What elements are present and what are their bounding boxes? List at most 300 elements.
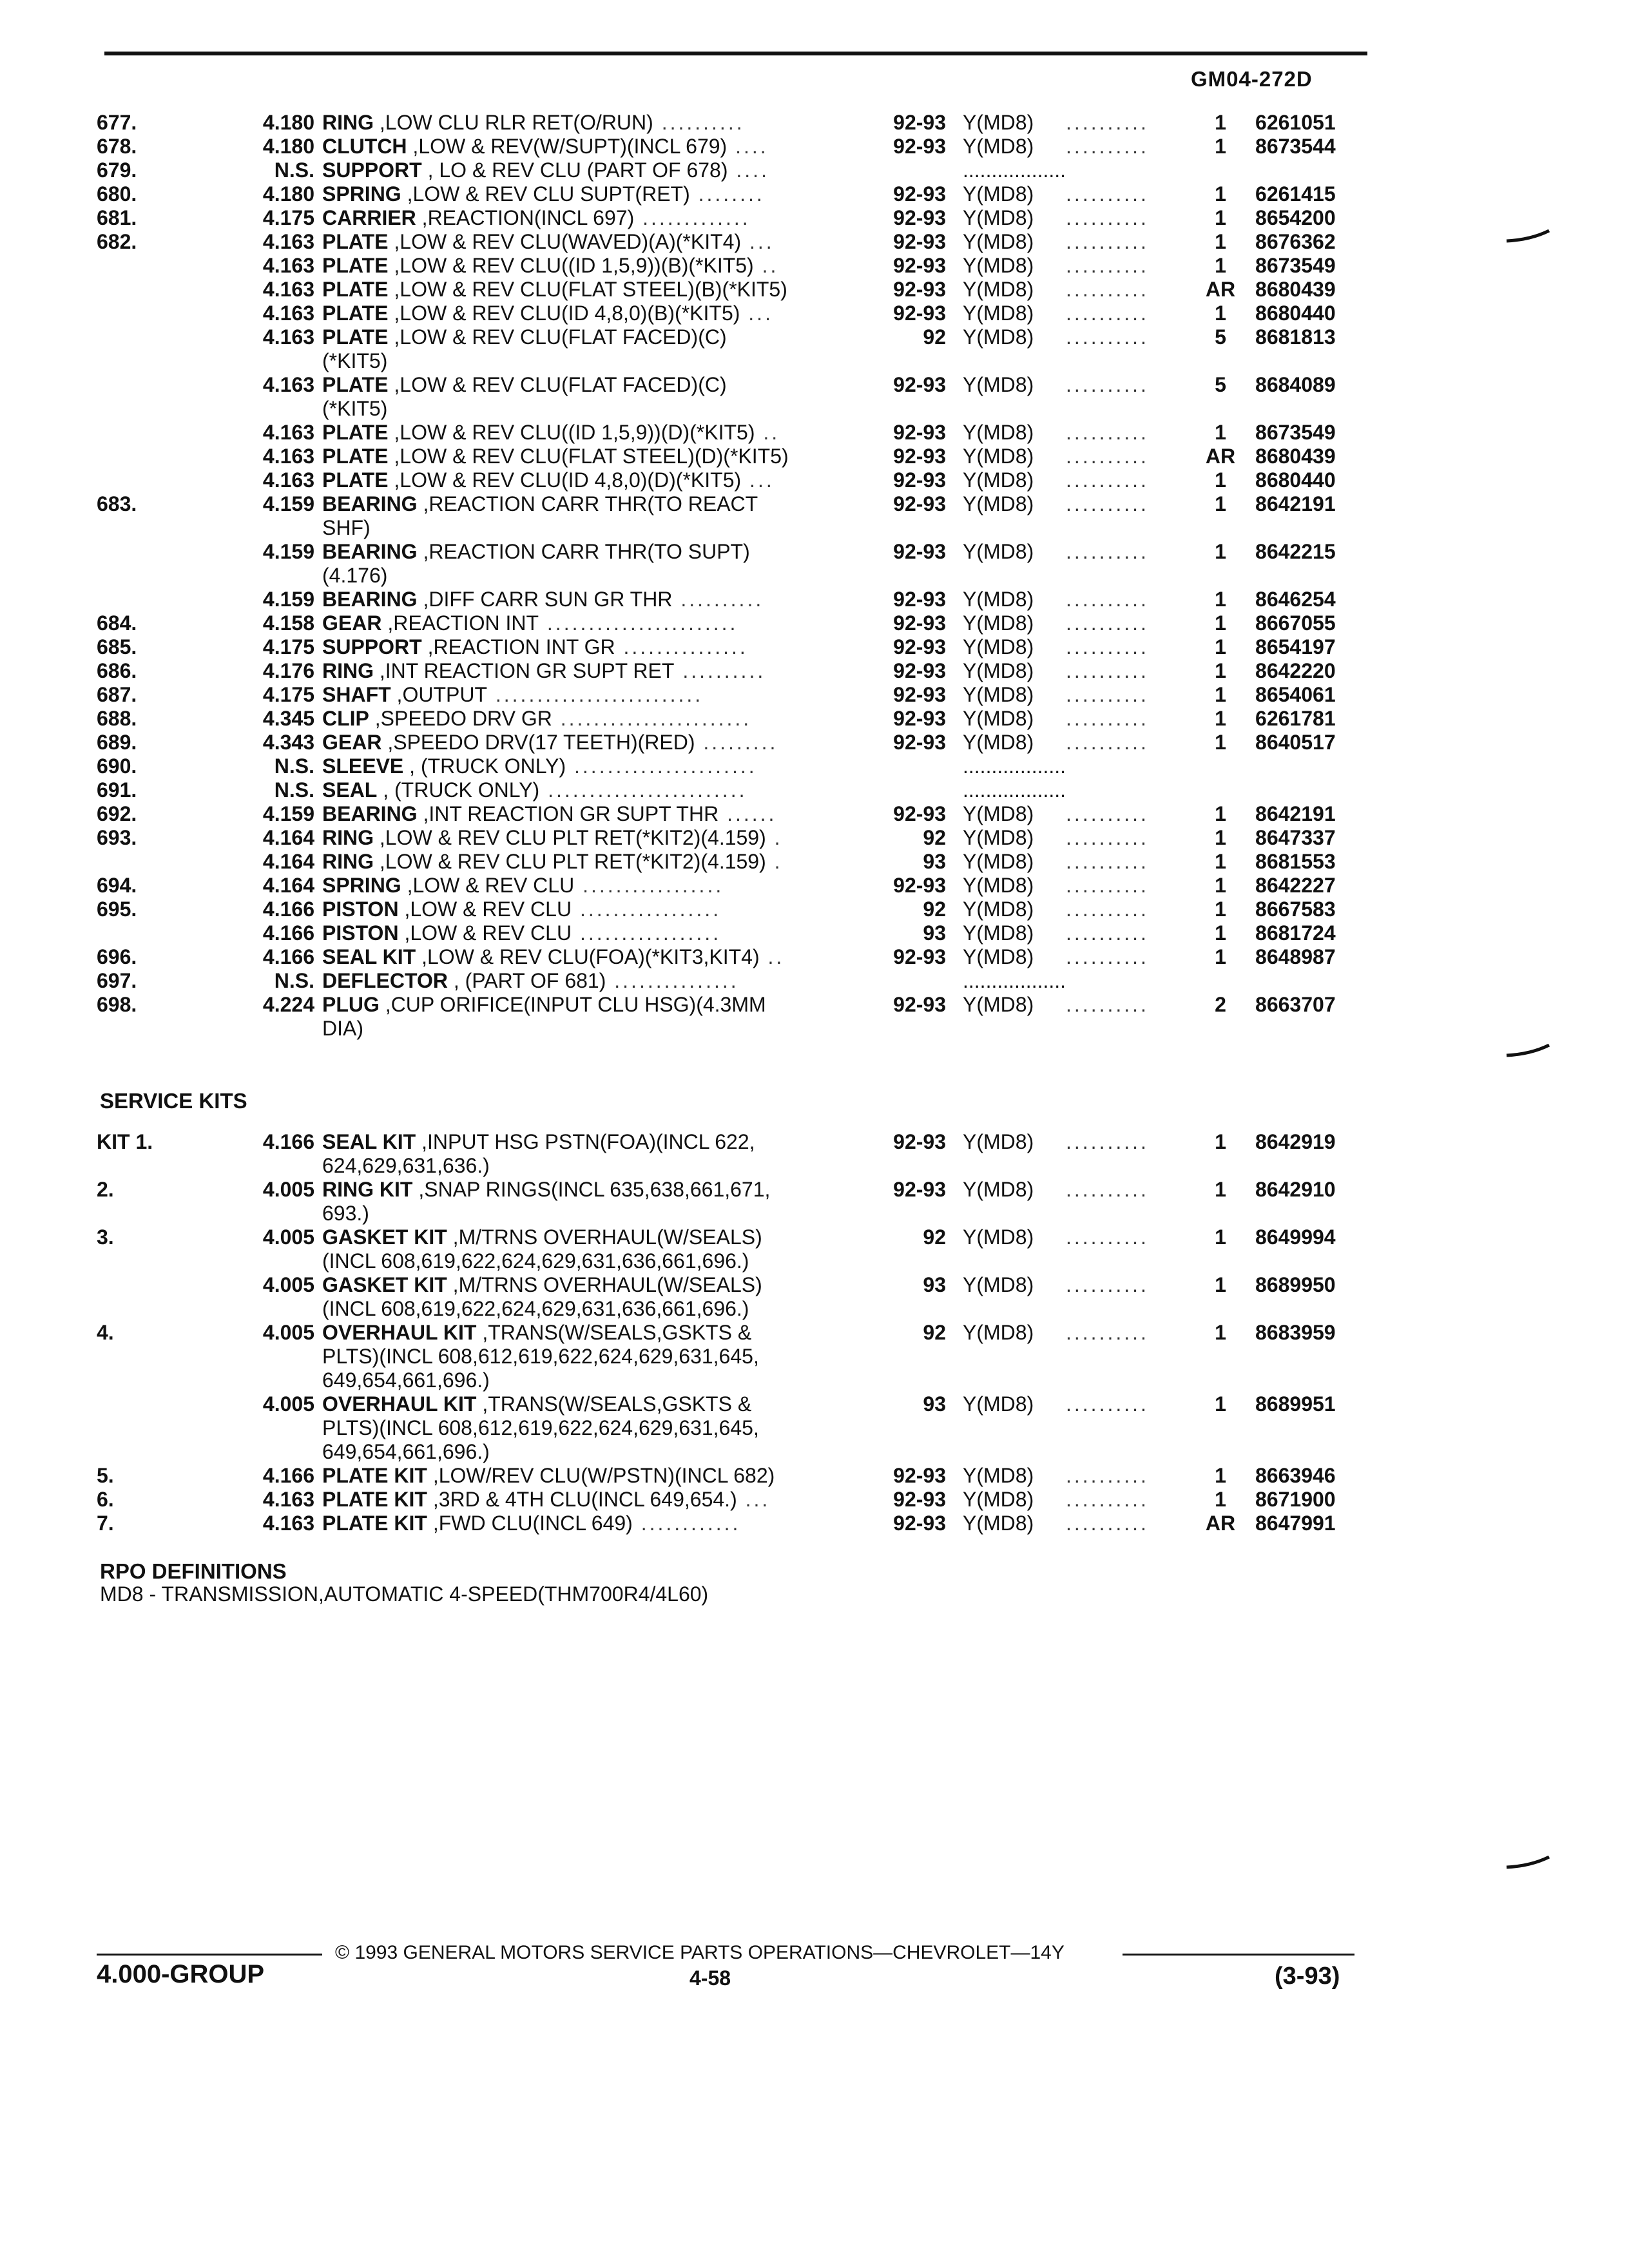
description-continuation: 624,629,631,636.) <box>322 1154 490 1177</box>
leader-dots <box>1066 159 1201 182</box>
description-text: ,DIFF CARR SUN GR THR <box>417 588 673 611</box>
table-row <box>97 683 1371 707</box>
leader-dots: ...... <box>718 802 777 825</box>
leader-dots: ........ <box>689 182 765 206</box>
leader-dots: .......... <box>1066 302 1149 325</box>
table-row <box>97 540 1371 588</box>
leader-dots: ........................ <box>539 778 747 802</box>
illustration-ref: 4.175 <box>262 206 314 229</box>
leader-dots: .......... <box>1066 850 1149 873</box>
quantity: 1 <box>1215 874 1226 897</box>
leader-dots: .......... <box>653 111 745 134</box>
model-code: Y(MD8) <box>963 111 1034 134</box>
item-number: 696. <box>97 945 137 968</box>
part-description <box>322 969 862 993</box>
quantity: 2 <box>1215 993 1226 1016</box>
leader-dots: .......... <box>1066 1225 1149 1249</box>
quantity: 1 <box>1215 850 1226 873</box>
description-text: ,TRANS(W/SEALS,GSKTS & <box>476 1392 752 1416</box>
model-code: Y(MD8) <box>963 802 1034 825</box>
part-name: OVERHAUL KIT <box>322 1392 477 1416</box>
description-text: ,REACTION(INCL 697) <box>416 206 635 229</box>
description-text: ,3RD & 4TH CLU(INCL 649,654.) <box>427 1488 737 1511</box>
illustration-ref: N.S. <box>274 754 314 778</box>
model-code: Y(MD8) <box>963 1178 1034 1201</box>
model-code: Y(MD8) <box>963 898 1034 921</box>
item-number: 695. <box>97 898 137 921</box>
quantity: 1 <box>1215 468 1226 492</box>
part-number: 8667055 <box>1255 611 1336 635</box>
description-text: ,OUTPUT <box>390 683 487 706</box>
description-text: ,SPEEDO DRV(17 TEETH)(RED) <box>381 731 695 754</box>
part-name: PLATE <box>322 421 389 444</box>
illustration-ref: 4.163 <box>262 278 314 301</box>
item-number <box>97 540 200 588</box>
quantity: 1 <box>1215 135 1226 158</box>
part-description <box>322 754 862 778</box>
part-number: 8671900 <box>1255 1488 1336 1511</box>
item-number: 691. <box>97 778 137 802</box>
model-code: Y(MD8) <box>963 683 1034 706</box>
leader-dots: . <box>766 826 783 849</box>
table-row <box>97 993 1371 1041</box>
table-row <box>97 898 1371 921</box>
table-row <box>97 802 1371 826</box>
part-number: 8683959 <box>1255 1321 1336 1344</box>
model-year: 92-93 <box>893 1512 946 1535</box>
table-row <box>97 1392 1371 1464</box>
model-code: Y(MD8) <box>963 1488 1034 1511</box>
leader-dots: .......... <box>1066 254 1149 277</box>
illustration-ref: 4.343 <box>262 731 314 754</box>
leader-dots: . <box>766 850 783 873</box>
model-year <box>862 969 960 993</box>
leader-dots: .......... <box>1066 373 1149 396</box>
footer-group-label: 4.000-GROUP <box>97 1960 265 1988</box>
model-code: .................. <box>963 159 1066 182</box>
model-year: 92 <box>923 898 946 921</box>
leader-dots: .......... <box>1066 492 1149 515</box>
quantity: 1 <box>1215 1225 1226 1249</box>
leader-dots: .. <box>759 945 785 968</box>
model-code: Y(MD8) <box>963 945 1034 968</box>
description-text: ,LOW & REV CLU(WAVED)(A)(*KIT4) <box>388 230 742 253</box>
leader-dots: .......... <box>1066 182 1149 206</box>
part-description <box>322 1225 862 1273</box>
quantity: 1 <box>1215 111 1226 134</box>
table-row <box>97 421 1371 445</box>
part-name: PLATE <box>322 230 389 253</box>
part-description <box>322 1392 862 1464</box>
part-number: 6261415 <box>1255 182 1336 206</box>
rpo-definitions-heading: RPO DEFINITIONS <box>100 1559 287 1583</box>
leader-dots: .......... <box>1066 683 1149 706</box>
leader-dots: .......... <box>1066 1321 1149 1344</box>
table-row <box>97 135 1371 159</box>
leader-dots: .......... <box>1066 206 1149 229</box>
description-text: , LO & REV CLU (PART OF 678) <box>421 159 728 182</box>
model-year: 93 <box>923 850 946 873</box>
leader-dots: .......... <box>1066 993 1149 1016</box>
part-description <box>322 445 862 468</box>
part-name: PLATE KIT <box>322 1488 427 1511</box>
leader-dots: .... <box>728 159 769 182</box>
model-year <box>862 159 960 182</box>
part-name: CLUTCH <box>322 135 407 158</box>
model-year: 93 <box>923 921 946 945</box>
part-number: 8680439 <box>1255 445 1336 468</box>
model-code: Y(MD8) <box>963 1392 1034 1416</box>
illustration-ref: 4.163 <box>262 254 314 277</box>
part-name: BEARING <box>322 588 418 611</box>
description-text: ,TRANS(W/SEALS,GSKTS & <box>476 1321 752 1344</box>
leader-dots: .......... <box>1066 1273 1149 1296</box>
illustration-ref: 4.159 <box>262 802 314 825</box>
table-row <box>97 588 1371 611</box>
model-code: Y(MD8) <box>963 1321 1034 1344</box>
top-rule <box>104 52 1367 55</box>
item-number: 690. <box>97 754 137 778</box>
illustration-ref: 4.163 <box>262 302 314 325</box>
model-year: 92-93 <box>893 445 946 468</box>
table-row <box>97 1130 1371 1178</box>
leader-dots: .......... <box>674 659 766 682</box>
part-name: BEARING <box>322 492 418 515</box>
leader-dots: .......... <box>1066 707 1149 730</box>
model-code: Y(MD8) <box>963 588 1034 611</box>
illustration-ref: 4.166 <box>262 921 314 945</box>
description-continuation: PLTS)(INCL 608,612,619,622,624,629,631,645, <box>322 1416 759 1439</box>
leader-dots: .......... <box>1066 1392 1149 1416</box>
part-description <box>322 135 862 159</box>
part-description <box>322 1321 862 1392</box>
item-number: 684. <box>97 611 137 635</box>
part-description <box>322 826 862 850</box>
quantity: 1 <box>1215 611 1226 635</box>
part-number: 6261051 <box>1255 111 1336 134</box>
leader-dots: ... <box>740 302 773 325</box>
leader-dots: .......... <box>1066 445 1149 468</box>
part-name: SPRING <box>322 182 401 206</box>
part-name: SHAFT <box>322 683 391 706</box>
part-number: 8681813 <box>1255 325 1336 349</box>
part-description <box>322 325 862 373</box>
item-number <box>97 921 200 945</box>
model-code: Y(MD8) <box>963 1464 1034 1487</box>
illustration-ref: N.S. <box>274 969 314 992</box>
part-description <box>322 588 862 611</box>
quantity <box>1201 969 1240 993</box>
description-text: ,LOW & REV CLU(FOA)(*KIT3,KIT4) <box>416 945 760 968</box>
quantity: 1 <box>1215 254 1226 277</box>
part-name: PISTON <box>322 898 399 921</box>
part-number: 8673549 <box>1255 421 1336 444</box>
part-name: SLEEVE <box>322 754 404 778</box>
part-name: SUPPORT <box>322 159 422 182</box>
leader-dots: .......... <box>1066 826 1149 849</box>
leader-dots: .......... <box>1066 588 1149 611</box>
part-description <box>322 993 862 1041</box>
leader-dots: ... <box>741 230 775 253</box>
quantity: 1 <box>1215 206 1226 229</box>
description-text: ,INT REACTION GR SUPT THR <box>417 802 719 825</box>
part-name: SEAL KIT <box>322 1130 416 1153</box>
leader-dots: ... <box>741 468 775 492</box>
table-row <box>97 302 1371 325</box>
table-row <box>97 611 1371 635</box>
item-number: 693. <box>97 826 137 849</box>
item-number <box>97 588 200 611</box>
model-code: Y(MD8) <box>963 325 1034 349</box>
part-description <box>322 707 862 731</box>
model-code: Y(MD8) <box>963 635 1034 658</box>
description-text: ,REACTION CARR THR(TO SUPT) <box>417 540 750 563</box>
illustration-ref: 4.163 <box>262 230 314 253</box>
model-code: Y(MD8) <box>963 540 1034 563</box>
model-year: 92-93 <box>893 540 946 563</box>
leader-dots: .......... <box>1066 468 1149 492</box>
part-number: 8663707 <box>1255 993 1336 1016</box>
quantity <box>1201 754 1240 778</box>
part-name: GEAR <box>322 731 382 754</box>
part-name: CLIP <box>322 707 369 730</box>
model-year: 92-93 <box>893 230 946 253</box>
leader-dots: .......... <box>1066 802 1149 825</box>
leader-dots: ......... <box>695 731 778 754</box>
item-number: 680. <box>97 182 137 206</box>
leader-dots: .......... <box>1066 1178 1149 1201</box>
model-code: Y(MD8) <box>963 611 1034 635</box>
table-row <box>97 1321 1371 1392</box>
illustration-ref: N.S. <box>274 778 314 802</box>
part-name: PLATE <box>322 445 389 468</box>
item-number: KIT 1. <box>97 1130 153 1153</box>
part-number: 8689951 <box>1255 1392 1336 1416</box>
leader-dots: .......... <box>1066 111 1149 134</box>
illustration-ref: 4.163 <box>262 468 314 492</box>
model-code: Y(MD8) <box>963 254 1034 277</box>
leader-dots: .... <box>727 135 769 158</box>
quantity: 1 <box>1215 659 1226 682</box>
part-number: 8647991 <box>1255 1512 1336 1535</box>
model-code: Y(MD8) <box>963 421 1034 444</box>
model-code: .................. <box>963 778 1066 802</box>
model-year: 92-93 <box>893 945 946 968</box>
model-year: 92 <box>923 1321 946 1344</box>
description-continuation: (INCL 608,619,622,624,629,631,636,661,696.) <box>322 1249 749 1273</box>
description-text: ,LOW & REV CLU PLT RET(*KIT2)(4.159) <box>374 826 766 849</box>
part-name: BEARING <box>322 540 418 563</box>
part-name: CARRIER <box>322 206 416 229</box>
leader-dots: .......... <box>1066 1488 1149 1511</box>
model-code: Y(MD8) <box>963 278 1034 301</box>
part-number: 8680440 <box>1255 468 1336 492</box>
table-row <box>97 1273 1371 1321</box>
item-number <box>97 254 200 278</box>
part-description <box>322 611 862 635</box>
part-number: 8673544 <box>1255 135 1336 158</box>
illustration-ref: 4.164 <box>262 850 314 873</box>
illustration-ref: 4.005 <box>262 1392 314 1416</box>
leader-dots: .......... <box>1066 325 1149 349</box>
service-kits-table <box>97 1130 1371 1535</box>
quantity: 1 <box>1215 731 1226 754</box>
part-name: PLATE KIT <box>322 1464 427 1487</box>
part-number: 8642919 <box>1255 1130 1336 1153</box>
part-number: 8667583 <box>1255 898 1336 921</box>
illustration-ref: N.S. <box>274 159 314 182</box>
description-text: ,INT REACTION GR SUPT RET <box>374 659 675 682</box>
part-description <box>322 778 862 802</box>
part-number: 8676362 <box>1255 230 1336 253</box>
part-number: 8654200 <box>1255 206 1336 229</box>
table-row <box>97 159 1371 182</box>
model-year: 92-93 <box>893 731 946 754</box>
description-text: ,LOW & REV CLU SUPT(RET) <box>401 182 690 206</box>
item-number: 4. <box>97 1321 114 1344</box>
illustration-ref: 4.005 <box>262 1225 314 1249</box>
illustration-ref: 4.005 <box>262 1321 314 1344</box>
item-number: 687. <box>97 683 137 706</box>
model-code: Y(MD8) <box>963 373 1034 396</box>
footer-copyright: © 1993 GENERAL MOTORS SERVICE PARTS OPERATIONS—CHEVROLET—14Y <box>335 1942 1065 1963</box>
model-code: Y(MD8) <box>963 468 1034 492</box>
table-row <box>97 969 1371 993</box>
item-number: 7. <box>97 1512 114 1535</box>
part-description <box>322 254 862 278</box>
quantity: 1 <box>1215 921 1226 945</box>
table-row <box>97 1178 1371 1225</box>
model-year <box>862 778 960 802</box>
table-row <box>97 826 1371 850</box>
part-description <box>322 945 862 969</box>
part-name: GEAR <box>322 611 382 635</box>
leader-dots: ................. <box>572 921 722 945</box>
model-code: Y(MD8) <box>963 850 1034 873</box>
part-description <box>322 492 862 540</box>
quantity: 1 <box>1215 492 1226 515</box>
quantity: 1 <box>1215 1130 1226 1153</box>
illustration-ref: 4.166 <box>262 898 314 921</box>
part-name: PISTON <box>322 921 399 945</box>
illustration-ref: 4.224 <box>262 993 314 1016</box>
model-year: 92-93 <box>893 1488 946 1511</box>
leader-dots: .......... <box>1066 135 1149 158</box>
description-text: ,LOW & REV CLU(FLAT STEEL)(D)(*KIT5) <box>388 445 789 468</box>
quantity: 1 <box>1215 1321 1226 1344</box>
leader-dots: ....................... <box>539 611 738 635</box>
part-description <box>322 468 862 492</box>
part-description <box>322 1512 862 1535</box>
leader-dots: ............ <box>632 1512 741 1535</box>
item-number: 677. <box>97 111 137 134</box>
leader-dots <box>1066 969 1201 993</box>
document-code: GM04-272D <box>1191 67 1313 91</box>
table-row <box>97 754 1371 778</box>
illustration-ref: 4.159 <box>262 540 314 563</box>
item-number <box>97 325 200 373</box>
part-description <box>322 182 862 206</box>
leader-dots: .......... <box>1066 1464 1149 1487</box>
description-text: ,LOW & REV CLU((ID 1,5,9))(D)(*KIT5) <box>388 421 755 444</box>
description-continuation: SHF) <box>322 516 371 539</box>
model-year: 92 <box>923 325 946 349</box>
part-number: 8654197 <box>1255 635 1336 658</box>
leader-dots: .......... <box>1066 421 1149 444</box>
description-text: ,LOW & REV CLU(FLAT FACED)(C) <box>388 373 727 396</box>
leader-dots: .......... <box>1066 921 1149 945</box>
footer-rule-left <box>97 1954 322 1956</box>
description-text: ,SPEEDO DRV GR <box>369 707 552 730</box>
table-row <box>97 1488 1371 1512</box>
table-row <box>97 1464 1371 1488</box>
illustration-ref: 4.159 <box>262 588 314 611</box>
illustration-ref: 4.166 <box>262 945 314 968</box>
table-row <box>97 635 1371 659</box>
description-continuation: (4.176) <box>322 564 388 587</box>
part-number: 8649994 <box>1255 1225 1336 1249</box>
model-year: 92 <box>923 826 946 849</box>
quantity: 1 <box>1215 230 1226 253</box>
service-kits-heading: SERVICE KITS <box>100 1089 247 1113</box>
model-year: 92-93 <box>893 874 946 897</box>
model-code: Y(MD8) <box>963 826 1034 849</box>
footer-date: (3-93) <box>1275 1963 1340 1990</box>
part-number: 8647337 <box>1255 826 1336 849</box>
illustration-ref: 4.163 <box>262 373 314 396</box>
model-code: Y(MD8) <box>963 182 1034 206</box>
item-number: 3. <box>97 1225 114 1249</box>
model-year: 92-93 <box>893 278 946 301</box>
item-number: 679. <box>97 159 137 182</box>
table-row <box>97 230 1371 254</box>
description-text: ,LOW & REV CLU((ID 1,5,9))(B)(*KIT5) <box>388 254 754 277</box>
part-number: 8673549 <box>1255 254 1336 277</box>
item-number <box>97 468 200 492</box>
quantity: 1 <box>1215 635 1226 658</box>
description-text: , (PART OF 681) <box>447 969 606 992</box>
table-row <box>97 206 1371 230</box>
leader-dots: ............... <box>615 635 748 658</box>
leader-dots: ................. <box>572 898 722 921</box>
illustration-ref: 4.005 <box>262 1178 314 1201</box>
model-code: Y(MD8) <box>963 874 1034 897</box>
item-number: 683. <box>97 492 137 515</box>
model-code: Y(MD8) <box>963 1130 1034 1153</box>
part-name: SEAL KIT <box>322 945 416 968</box>
model-year: 92-93 <box>893 611 946 635</box>
table-row <box>97 707 1371 731</box>
part-name: PLATE <box>322 302 389 325</box>
model-year: 92-93 <box>893 182 946 206</box>
illustration-ref: 4.164 <box>262 826 314 849</box>
part-name: PLATE <box>322 373 389 396</box>
model-year: 92-93 <box>893 707 946 730</box>
leader-dots: .......... <box>1066 1130 1149 1153</box>
quantity: 1 <box>1215 945 1226 968</box>
description-continuation: (*KIT5) <box>322 397 388 420</box>
model-year: 92-93 <box>893 206 946 229</box>
leader-dots: .......... <box>1066 611 1149 635</box>
description-text: ,LOW CLU RLR RET(O/RUN) <box>374 111 653 134</box>
item-number <box>97 373 200 421</box>
part-description <box>322 731 862 754</box>
part-number <box>1240 778 1371 802</box>
description-text: ,INPUT HSG PSTN(FOA)(INCL 622, <box>416 1130 755 1153</box>
model-code: Y(MD8) <box>963 1273 1034 1296</box>
part-description <box>322 421 862 445</box>
quantity: 1 <box>1215 683 1226 706</box>
